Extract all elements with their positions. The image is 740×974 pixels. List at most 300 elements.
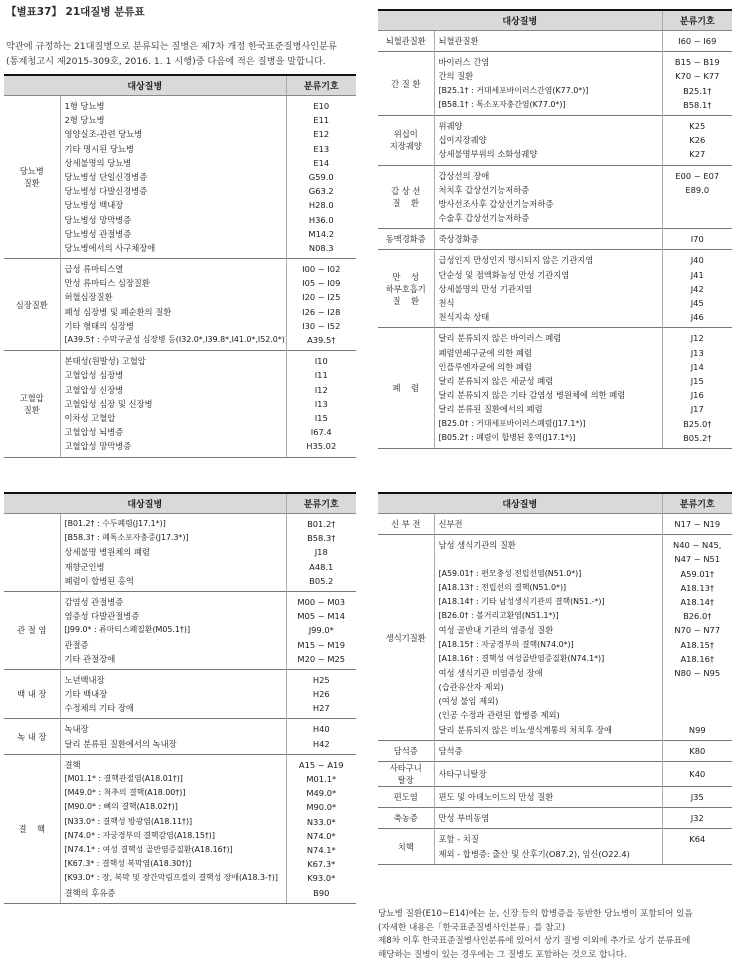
code-cell (286, 96, 356, 259)
disease-group-row (378, 52, 732, 116)
category-cell (378, 165, 434, 229)
disease-group-row (4, 96, 356, 259)
classification-code: E11 (313, 115, 330, 126)
disease-name: 달리 분류된 질환에서의 폐렴 (438, 404, 543, 415)
footnote-line: (자세한 내용은「한국표준질병사인분류」를 참고) (378, 922, 566, 933)
disease-name: 기타 관절장애 (64, 653, 116, 664)
classification-code: N33.0* (306, 816, 336, 827)
disease-cell (434, 328, 662, 449)
category-label: 동맥경화증 (385, 234, 426, 245)
disease-cell (434, 514, 662, 535)
category-label: 치핵 (397, 841, 414, 852)
classification-code: E10 (313, 101, 330, 111)
classification-code: N80 ~ N95 (674, 667, 721, 678)
category-cell (378, 115, 434, 165)
header-disease: 대상질병 (378, 493, 662, 514)
disease-name: 처치후 갑상선기능저하증 (438, 184, 530, 195)
table-header-row (4, 75, 356, 96)
disease-group-row (378, 250, 732, 328)
category-label: 결 핵 (18, 823, 46, 834)
classification-code: K80 (689, 745, 706, 756)
disease-group-row (4, 669, 356, 719)
classification-code: I12 (314, 384, 328, 395)
code-cell (662, 829, 732, 864)
classification-code: J13 (690, 347, 704, 358)
classification-code: N99 (688, 724, 706, 735)
disease-group-row (378, 808, 732, 829)
disease-name: [ A39.5† : 수막구균성 심장병 등(I32.0*,I39.8*,I41.0*,I52.0*) ] (65, 333, 286, 347)
footnote (378, 908, 738, 962)
disease-cell (434, 229, 662, 250)
classification-code: K26 (689, 135, 706, 146)
code-cell (662, 250, 732, 328)
disease-name: 감염성 관절병증 (64, 596, 124, 607)
category-cell (378, 808, 434, 829)
code-cell (662, 740, 732, 761)
disease-name: [ B58.1† : 톡소포자충간염(K77.0*) ] (439, 98, 662, 112)
table-header-row (4, 493, 356, 514)
category-label: 녹 내 장 (17, 731, 47, 742)
classification-code: B90 (313, 887, 330, 898)
disease-name: 인플루엔자균에 의한 폐렴 (438, 361, 532, 372)
disease-group-row (4, 514, 356, 592)
code-cell (286, 514, 356, 592)
disease-cell (434, 829, 662, 864)
category-label: 지장궤양 (389, 141, 422, 152)
disease-name: [ B26.0† : 볼거리고환염(N51.1*) ] (439, 609, 662, 623)
disease-name: 갑상선의 장애 (438, 170, 490, 181)
disease-name: 남성 생식기관의 질환 (438, 540, 516, 551)
category-label: 질 환 (392, 295, 420, 306)
classification-code: H35.02 (306, 441, 337, 452)
disease-name: [ K93.0* : 장, 복막 및 장간막림프절의 결핵성 장애(A18.3-†) ] (65, 871, 286, 885)
disease-cell (434, 31, 662, 52)
code-cell (662, 514, 732, 535)
disease-cell (434, 740, 662, 761)
category-label: 질 환 (392, 197, 420, 208)
category-label: 고혈압 (19, 392, 44, 403)
disease-cell (434, 762, 662, 787)
table-header-row (378, 493, 732, 514)
classification-code: I20 ~ I25 (302, 292, 341, 303)
code-cell (286, 754, 356, 903)
disease-name: 만성 부비동염 (438, 813, 490, 824)
header-code: 분류기호 (286, 75, 356, 96)
disease-name: 바이러스 간염 (438, 57, 490, 68)
disease-group-row (378, 762, 732, 787)
disease-name: 당뇨병성 단일신경병증 (64, 171, 148, 182)
classification-code: A15 ~ A19 (298, 759, 344, 770)
disease-name: 여성 생식기관 비염증성 장애 (438, 667, 543, 678)
intro-paragraph (6, 39, 366, 69)
disease-name: 기타 형태의 심장병 (64, 320, 134, 331)
classification-code (663, 680, 733, 694)
disease-name: [ K67.3* : 결핵성 복막염(A18.30†) ] (65, 857, 286, 871)
disease-group-row (378, 514, 732, 535)
disease-name: [ M01.1* : 결핵관절염(A18.01†) ] (65, 772, 286, 786)
classification-code: J17 (690, 404, 704, 415)
classification-code: J14 (690, 361, 704, 372)
category-cell (4, 669, 60, 719)
disease-name: 기타 명시된 당뇨병 (64, 143, 134, 154)
classification-code (663, 847, 733, 861)
category-cell (378, 787, 434, 808)
classification-code: B25.0† (683, 418, 712, 429)
classification-code: E00 ~ E07 (675, 170, 720, 181)
classification-code: B58.3† (307, 533, 336, 544)
classification-code: B05.2 (309, 575, 334, 586)
category-cell (378, 229, 434, 250)
disease-table-1 (4, 74, 356, 458)
classification-code (663, 197, 733, 211)
classification-code: A18.16† (680, 653, 715, 664)
disease-name: 천식지속 상태 (438, 312, 490, 323)
classification-code: I11 (314, 370, 328, 381)
code-cell (286, 591, 356, 669)
classification-code: I30 ~ I52 (302, 320, 341, 331)
category-label: 뇌혈관질환 (385, 36, 426, 47)
header-disease: 대상질병 (4, 75, 286, 96)
disease-name: [ B01.2† : 수두폐렴(J17.1*) ] (65, 517, 286, 531)
category-label: 갑 상 선 (391, 185, 421, 196)
disease-name: 상세불명 병원체의 폐렴 (64, 547, 150, 558)
classification-code: A48.1 (309, 561, 334, 572)
disease-group-row (378, 328, 732, 449)
category-cell (378, 740, 434, 761)
disease-name: 상세불명의 만성 기관지염 (438, 283, 532, 294)
classification-code: K70 ~ K77 (675, 71, 720, 82)
disease-name: 달리 분류되지 않은 바이러스 폐렴 (438, 333, 562, 344)
disease-group-row (378, 165, 732, 229)
category-cell (378, 829, 434, 864)
disease-name: [ A18.13† : 전립선의 결핵(N51.0*) ] (439, 581, 662, 595)
header-code: 분류기호 (662, 10, 732, 31)
classification-code: J18 (314, 547, 328, 558)
code-cell (662, 31, 732, 52)
disease-cell (60, 96, 286, 259)
disease-name: [ M49.0* : 척추의 결핵(A18.00†) ] (65, 786, 286, 800)
category-cell (378, 328, 434, 449)
disease-cell (60, 591, 286, 669)
code-cell (286, 259, 356, 351)
category-label: 간 질 환 (391, 78, 421, 89)
classification-code: G59.0 (308, 171, 334, 182)
classification-code: J35 (690, 792, 704, 802)
disease-name: 노년백내장 (64, 674, 105, 685)
code-cell (662, 328, 732, 449)
disease-name: [ M90.0* : 뼈의 결핵(A18.02†) ] (65, 800, 286, 814)
classification-code: N17 ~ N19 (674, 519, 721, 529)
disease-name: 1형 당뇨병 (64, 101, 105, 111)
classification-code: A59.01† (680, 568, 715, 579)
classification-code: H36.0 (308, 214, 334, 225)
classification-code: I00 ~ I02 (302, 264, 341, 275)
classification-code: J41 (690, 269, 704, 280)
disease-name: 수정체의 기타 장애 (64, 703, 134, 714)
disease-name: 수술후 갑상선기능저하증 (438, 213, 530, 224)
footnote-line: 당뇨병 질환(E10~E14)에는 눈, 신장 등의 합병증을 동반한 당뇨병이 포함되어 있음 (378, 909, 693, 919)
category-cell (378, 762, 434, 787)
disease-name: 상세불명부위의 소화성궤양 (438, 149, 538, 160)
disease-name: 영양실조-관련 당뇨병 (64, 129, 143, 140)
category-cell (378, 514, 434, 535)
disease-name: 제외 - 합병증: 출산 및 산후기(O87.2), 임신(O22.4) (438, 848, 630, 859)
classification-code: J99.0* (308, 625, 334, 636)
disease-name: 천식 (438, 298, 455, 308)
disease-name: (습관유산자 제외) (438, 682, 504, 693)
disease-cell (434, 535, 662, 741)
footnote-line: 해당하는 질병이 있는 경우에는 그 질병도 포함하는 것으로 합니다. (378, 949, 627, 960)
disease-group-row (378, 740, 732, 761)
category-label: 편도염 (393, 792, 418, 803)
disease-name: 폐렴연쇄구균에 의한 폐렴 (438, 347, 532, 358)
classification-code: I10 (314, 356, 328, 367)
disease-name: 상세불명의 당뇨병 (64, 157, 132, 168)
disease-name: 고혈압성 망막병증 (64, 441, 132, 452)
disease-name: 달리 분류되지 않은 비뇨생식계통의 처치후 장애 (438, 724, 612, 735)
disease-name: 폐성 심장병 및 폐순환의 질환 (64, 306, 172, 317)
disease-name: 고혈압성 신장병 (64, 384, 124, 395)
disease-name: 죽상경화증 (438, 234, 479, 245)
classification-code: K67.3* (307, 859, 336, 870)
classification-code: A18.14† (680, 596, 715, 607)
category-label: 심장질환 (15, 299, 48, 310)
disease-cell (434, 165, 662, 229)
disease-group-row (378, 535, 732, 741)
category-label: 관 절 염 (17, 625, 47, 636)
classification-code: N74.1* (306, 844, 336, 855)
disease-cell (434, 52, 662, 116)
code-cell (286, 351, 356, 457)
code-cell (662, 165, 732, 229)
code-cell (662, 115, 732, 165)
classification-code: M14.2 (308, 228, 335, 239)
code-cell (662, 229, 732, 250)
category-cell (4, 719, 60, 754)
disease-name: 2형 당뇨병 (64, 115, 105, 126)
disease-name: 방사선조사후 갑상선기능저하증 (438, 198, 554, 209)
classification-code: H27 (312, 703, 330, 714)
classification-code: J46 (690, 312, 704, 323)
classification-code: I60 ~ I69 (678, 36, 717, 46)
classification-code: B01.2† (307, 519, 336, 529)
disease-name: 담석증 (438, 745, 463, 756)
classification-code: E89.0 (685, 184, 710, 195)
classification-code: N08.3 (308, 242, 334, 253)
classification-code: E14 (313, 157, 330, 168)
disease-name: (인공 수정과 관련된 합병증 제외) (438, 710, 560, 721)
classification-code: B25.1† (683, 85, 712, 96)
disease-name: [ N33.0* : 결핵성 방광염(A18.11†) ] (65, 815, 286, 829)
category-label: 질환 (23, 178, 40, 189)
category-label: 담석증 (393, 745, 418, 756)
disease-name: 결핵 (64, 759, 81, 770)
disease-name: [ A59.01† : 편모충성 전립선염(N51.0*) ] (439, 567, 662, 581)
disease-name: [ B05.2† : 폐렴이 합병된 홍역(J17.1*) ] (439, 431, 662, 445)
disease-group-row (4, 259, 356, 351)
disease-name: 사타구니탈장 (438, 768, 487, 779)
disease-cell (60, 259, 286, 351)
category-label: 축농증 (393, 813, 418, 824)
header-code: 분류기호 (662, 493, 732, 514)
disease-group-row (4, 591, 356, 669)
category-cell (378, 52, 434, 116)
disease-cell (60, 754, 286, 903)
disease-name: 당뇨병성 관절병증 (64, 228, 132, 239)
classification-code: K27 (689, 149, 706, 160)
disease-cell (60, 351, 286, 457)
disease-group-row (378, 787, 732, 808)
classification-code: A18.15† (680, 639, 715, 650)
disease-name: 고혈압성 심장 및 신장병 (64, 398, 153, 409)
disease-name: 만성 류마티스 심장질환 (64, 278, 150, 289)
classification-code: K40 (689, 768, 706, 779)
category-cell (4, 514, 60, 592)
classification-code: N70 ~ N77 (674, 625, 721, 636)
classification-code: I13 (314, 398, 328, 409)
classification-code: I70 (690, 234, 704, 245)
disease-name: 폐렴이 합병된 홍역 (64, 575, 134, 586)
classification-code: H25 (312, 674, 330, 685)
disease-name (439, 552, 662, 566)
header-disease: 대상질병 (378, 10, 662, 31)
disease-table-2 (378, 9, 732, 449)
header-disease: 대상질병 (4, 493, 286, 514)
disease-name: 달리 분류되지 않은 기타 감염성 병원체에 의한 폐렴 (438, 390, 626, 401)
classification-code: M05 ~ M14 (297, 611, 346, 622)
category-label: 당뇨병 (19, 166, 44, 177)
classification-code: J15 (690, 375, 704, 386)
classification-code: A39.5† (307, 335, 336, 345)
classification-code: H42 (312, 738, 330, 749)
category-label: 백 내 장 (17, 689, 47, 700)
classification-code: K93.0* (307, 873, 336, 884)
disease-name: 녹내장 (64, 724, 89, 735)
category-cell (378, 31, 434, 52)
classification-code: E13 (313, 143, 330, 154)
disease-group-row (4, 351, 356, 457)
disease-name: 당뇨병성 백내장 (64, 200, 124, 211)
document-title: 【별표37】 21대질병 분류표 (6, 6, 145, 18)
classification-code: M90.0* (306, 802, 337, 813)
disease-name: 십이지장궤양 (438, 135, 487, 146)
disease-cell (434, 250, 662, 328)
table-header-row (378, 10, 732, 31)
disease-name: (여성 불임 제외) (438, 696, 499, 707)
category-label: 위십이 (393, 129, 418, 140)
code-cell (286, 669, 356, 719)
disease-name: 이차성 고혈압 (64, 412, 116, 423)
classification-code: G63.2 (308, 186, 334, 197)
category-label: 만 성 (392, 271, 420, 282)
disease-name: 단순성 및 점액화농성 만성 기관지염 (438, 269, 570, 280)
code-cell (662, 787, 732, 808)
code-cell (662, 762, 732, 787)
category-cell (4, 351, 60, 457)
disease-table-3 (4, 492, 356, 904)
category-cell (4, 96, 60, 259)
code-cell (286, 719, 356, 754)
header-code: 분류기호 (286, 493, 356, 514)
code-cell (662, 52, 732, 116)
classification-code: J12 (690, 333, 704, 344)
disease-group-row (378, 115, 732, 165)
disease-name: [ B25.1† : 거대세포바이러스간염(K77.0*) ] (439, 84, 662, 98)
category-label: 사타구니 (389, 763, 422, 773)
classification-code: J45 (690, 298, 704, 308)
category-label: 질환 (23, 404, 40, 415)
disease-name: 결핵의 후유증 (64, 887, 116, 898)
disease-group-row (4, 719, 356, 754)
disease-name: 기타 백내장 (64, 689, 108, 700)
category-label: 폐 렴 (392, 383, 420, 394)
classification-code: J40 (690, 255, 704, 266)
disease-cell (60, 669, 286, 719)
classification-code: J32 (690, 813, 704, 824)
category-cell (4, 591, 60, 669)
disease-name: 당뇨병에서의 사구체장애 (64, 242, 156, 253)
disease-name: [ B58.3† : 폐톡소포자충증(J17.3*) ] (65, 531, 286, 545)
intro-line: (통계청고시 제2015-309호, 2016. 1. 1 시행)중 다음에 적은 질병을 말합니다. (6, 56, 326, 67)
category-label: 생식기질환 (385, 632, 426, 643)
classification-code: I05 ~ I09 (302, 278, 341, 289)
category-label: 하부호흡기 (385, 283, 426, 294)
disease-name: 허혈심장질환 (64, 292, 113, 303)
disease-cell (434, 115, 662, 165)
disease-name: [ A18.16† : 결핵성 여성골반염증질환(N74.1*) ] (439, 652, 662, 666)
classification-code: M49.0* (306, 788, 337, 799)
disease-name: 급성인지 만성인지 명시되지 않은 기관지염 (438, 255, 594, 266)
classification-code: N40 ~ N45, (673, 540, 722, 551)
disease-cell (434, 808, 662, 829)
classification-code: A18.13† (680, 582, 715, 593)
disease-name: 뇌혈관질환 (438, 36, 479, 46)
code-cell (662, 808, 732, 829)
classification-code: E12 (313, 129, 330, 140)
classification-code: B26.0† (683, 611, 712, 622)
disease-name: 본태성(원발성) 고혈압 (64, 356, 146, 367)
classification-code: M00 ~ M03 (297, 596, 346, 607)
category-label: 신 부 전 (391, 519, 421, 530)
disease-cell (60, 719, 286, 754)
classification-code (663, 708, 733, 722)
category-cell (4, 259, 60, 351)
classification-code: J42 (690, 283, 704, 294)
disease-group-row (4, 754, 356, 903)
classification-code: M01.1* (306, 774, 337, 784)
disease-group-row (378, 829, 732, 864)
classification-code: I67.4 (310, 427, 332, 438)
disease-name: [ J99.0* : 류마티스폐질환(M05.1†) ] (65, 623, 286, 637)
disease-name: 당뇨병성 망막병증 (64, 214, 132, 225)
classification-code: H40 (312, 724, 330, 735)
disease-table-4 (378, 492, 732, 865)
classification-code: I15 (314, 412, 328, 423)
disease-name: 달리 분류된 질환에서의 녹내장 (64, 738, 177, 749)
category-cell (378, 250, 434, 328)
disease-name: 재향군인병 (64, 561, 105, 572)
disease-name: 급성 류마티스열 (64, 264, 124, 275)
classification-code: K64 (689, 834, 706, 845)
disease-cell (60, 514, 286, 592)
disease-name: 달리 분류되지 않은 세균성 폐렴 (438, 375, 554, 386)
category-cell (378, 535, 434, 741)
category-cell (4, 754, 60, 903)
disease-name: 고혈압성 심장병 (64, 370, 124, 381)
disease-name: [ B25.0† : 거대세포바이러스폐렴(J17.1*) ] (439, 417, 662, 431)
disease-name: [ N74.1* : 여성 결핵성 골반염증질환(A18.16†) ] (65, 843, 286, 857)
classification-code: H28.0 (308, 200, 334, 211)
